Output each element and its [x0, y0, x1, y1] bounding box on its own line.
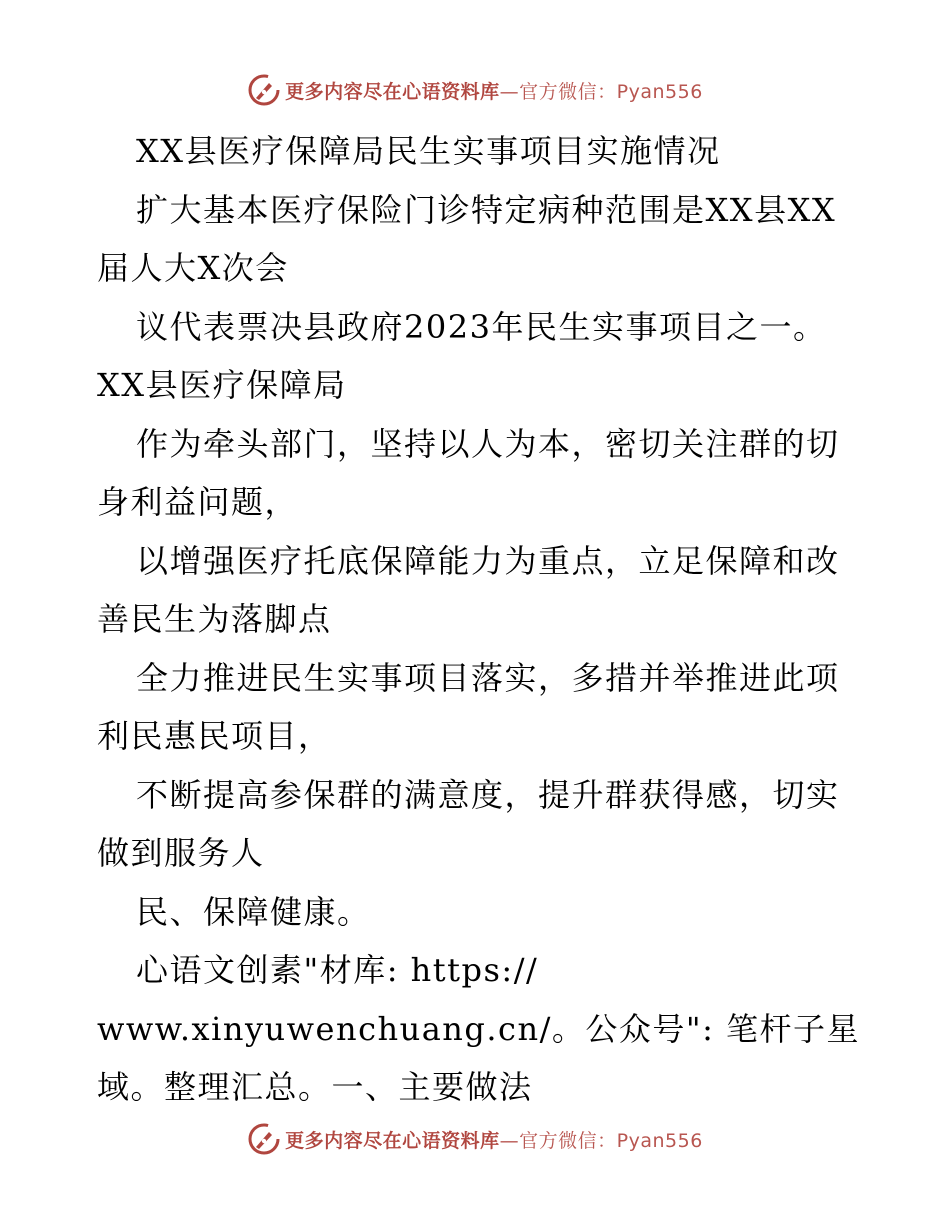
- text-line: 域。整理汇总。一、主要做法: [97, 1068, 533, 1106]
- text-line: 扩大基本医疗保险门诊特定病种范围是XX县XX: [136, 190, 837, 229]
- header-banner-text: [285, 77, 703, 104]
- text-line: 以增强医疗托底保障能力为重点，立足保障和改: [136, 541, 840, 580]
- document-body: [97, 122, 861, 1117]
- text-line: XX县医疗保障局民生实事项目实施情况: [136, 132, 721, 170]
- header-banner: [0, 68, 950, 112]
- text-line: 做到服务人: [97, 834, 265, 872]
- footer-banner-sub: —官方微信：Pyan556: [499, 1129, 703, 1152]
- text-line: 善民生为落脚点: [97, 600, 332, 638]
- text-line: 议代表票决县政府2023年民生实事项目之一。: [136, 307, 827, 346]
- footer-banner-text: [285, 1126, 703, 1153]
- text-line: 作为牵头部门，坚持以人为本，密切关注群的切: [136, 424, 840, 463]
- pen-logo-icon: [247, 73, 281, 107]
- footer-banner: [0, 1117, 950, 1161]
- text-line: 全力推进民生实事项目落实，多措并举推进此项: [136, 658, 840, 697]
- text-line: XX县医疗保障局: [97, 366, 347, 404]
- footer-banner-main: 更多内容尽在心语资料库: [285, 1129, 500, 1152]
- pen-logo-icon: [247, 1122, 281, 1156]
- text-line: 利民惠民项目，: [97, 717, 332, 755]
- text-line: www.xinyuwenchuang.cn/。公众号": 笔杆子星: [97, 1009, 861, 1048]
- text-line: 心语文创素"材库: https://: [136, 951, 539, 989]
- header-banner-sub: —官方微信：Pyan556: [499, 80, 703, 103]
- text-line: 民、保障健康。: [136, 892, 371, 931]
- text-line: 届人大X次会: [97, 249, 289, 287]
- text-line: 不断提高参保群的满意度，提升群获得感，切实: [136, 775, 840, 814]
- header-banner-main: 更多内容尽在心语资料库: [285, 80, 500, 103]
- text-line: 身利益问题，: [97, 483, 299, 521]
